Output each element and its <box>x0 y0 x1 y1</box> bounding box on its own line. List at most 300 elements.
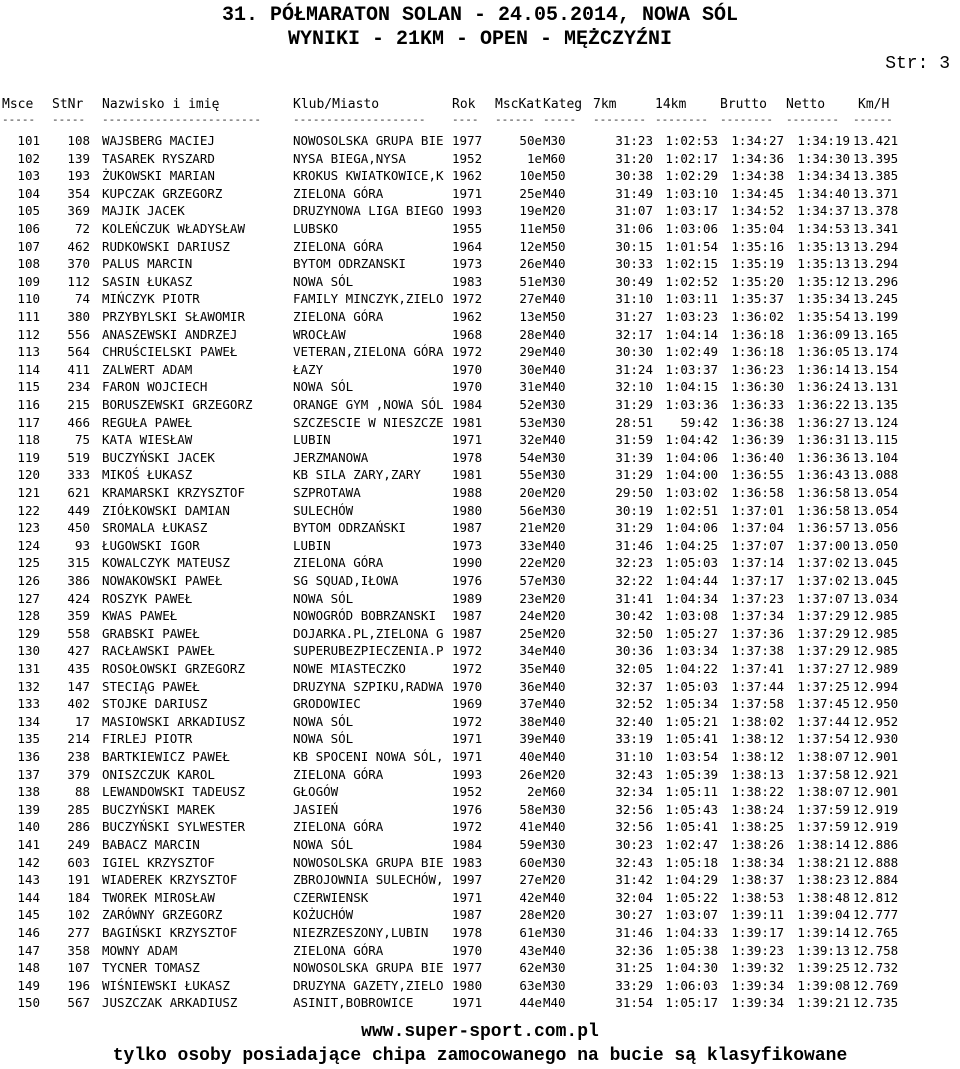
cell-category-place: 44e <box>519 995 542 1011</box>
cell-net-time: 1:37:25 <box>797 678 850 694</box>
table-row <box>0 290 960 307</box>
cell-category: M40 <box>543 995 566 1011</box>
cell-category-place: 22e <box>519 555 542 571</box>
cell-category: M40 <box>543 361 566 377</box>
cell-split-7km: 31:39 <box>615 449 653 465</box>
column-header-split-14km: 14km <box>655 97 687 112</box>
cell-net-time: 1:37:07 <box>797 590 850 606</box>
cell-gross-time: 1:39:32 <box>731 960 784 976</box>
cell-name: ŁUGOWSKI IGOR <box>102 537 200 553</box>
cell-gross-time: 1:37:44 <box>731 678 784 694</box>
cell-start-number: 191 <box>67 872 90 888</box>
table-row <box>0 748 960 765</box>
cell-category-place: 51e <box>519 273 542 289</box>
cell-split-14km: 59:42 <box>680 414 718 430</box>
cell-net-time: 1:34:53 <box>797 221 850 236</box>
cell-speed: 13.341 <box>853 221 899 236</box>
cell-name: KATA WIESŁAW <box>102 432 193 448</box>
cell-split-7km: 31:27 <box>615 309 653 324</box>
cell-net-time: 1:34:37 <box>797 203 850 219</box>
cell-net-time: 1:36:58 <box>797 502 850 518</box>
cell-year: 1983 <box>452 273 483 289</box>
cell-year: 1972 <box>452 344 483 360</box>
cell-split-7km: 32:34 <box>615 784 653 800</box>
table-row <box>0 836 960 853</box>
cell-speed: 13.199 <box>853 309 899 324</box>
cell-category: M40 <box>543 678 566 694</box>
cell-split-14km: 1:03:10 <box>665 185 718 201</box>
cell-year: 1972 <box>452 713 483 729</box>
cell-start-number: 72 <box>74 221 90 236</box>
column-separator: ----- <box>52 114 86 126</box>
table-row <box>0 994 960 1011</box>
table-row <box>0 361 960 378</box>
cell-gross-time: 1:35:20 <box>731 273 784 289</box>
cell-club: NIEZRZESZONY,LUBIN <box>293 925 429 940</box>
cell-start-number: 107 <box>67 960 90 976</box>
cell-start-number: 196 <box>67 977 90 993</box>
cell-start-number: 411 <box>67 361 90 377</box>
cell-speed: 12.921 <box>853 766 899 782</box>
cell-speed: 12.884 <box>853 872 899 888</box>
cell-year: 1969 <box>452 696 483 712</box>
cell-club: NYSA BIEGA,NYSA <box>293 150 406 166</box>
cell-place: 102 <box>17 150 40 166</box>
cell-split-14km: 1:05:03 <box>665 555 718 571</box>
table-row <box>0 625 960 642</box>
cell-name: BORUSZEWSKI GRZEGORZ <box>102 397 253 412</box>
cell-club: KROKUS KWIATKOWICE,K <box>293 168 444 184</box>
cell-split-14km: 1:04:30 <box>665 960 718 976</box>
cell-year: 1971 <box>452 749 483 764</box>
cell-speed: 12.985 <box>853 625 899 641</box>
cell-club: BYTOM ODRZAŃSKI <box>293 520 406 536</box>
cell-category-place: 23e <box>519 590 542 606</box>
cell-gross-time: 1:36:02 <box>731 309 784 324</box>
cell-split-7km: 32:10 <box>615 379 653 395</box>
cell-place: 129 <box>17 625 40 641</box>
cell-name: TWOREK MIROSŁAW <box>102 889 215 905</box>
cell-place: 116 <box>17 397 40 412</box>
cell-place: 118 <box>17 432 40 448</box>
cell-name: MASIOWSKI ARKADIUSZ <box>102 713 245 729</box>
column-header-speed: Km/H <box>858 97 890 112</box>
cell-name: WAJSBERG MACIEJ <box>102 133 215 148</box>
cell-split-14km: 1:05:17 <box>665 995 718 1011</box>
cell-net-time: 1:36:58 <box>797 485 850 500</box>
cell-speed: 13.088 <box>853 467 899 483</box>
table-row <box>0 185 960 202</box>
cell-start-number: 112 <box>67 273 90 289</box>
cell-net-time: 1:39:25 <box>797 960 850 976</box>
cell-speed: 12.994 <box>853 678 899 694</box>
cell-place: 147 <box>17 942 40 958</box>
cell-name: BARTKIEWICZ PAWEŁ <box>102 749 230 764</box>
cell-split-14km: 1:04:44 <box>665 573 718 588</box>
cell-start-number: 315 <box>67 555 90 571</box>
table-row <box>0 220 960 237</box>
cell-gross-time: 1:36:38 <box>731 414 784 430</box>
cell-gross-time: 1:38:53 <box>731 889 784 905</box>
cell-gross-time: 1:35:04 <box>731 221 784 236</box>
cell-speed: 13.045 <box>853 555 899 571</box>
cell-speed: 13.245 <box>853 291 899 307</box>
cell-split-14km: 1:03:34 <box>665 643 718 659</box>
cell-category: M40 <box>543 326 566 342</box>
cell-split-14km: 1:02:52 <box>665 273 718 289</box>
cell-place: 131 <box>17 661 40 676</box>
cell-gross-time: 1:37:36 <box>731 625 784 641</box>
cell-gross-time: 1:38:13 <box>731 766 784 782</box>
cell-gross-time: 1:39:34 <box>731 977 784 993</box>
cell-split-7km: 32:04 <box>615 889 653 905</box>
cell-start-number: 462 <box>67 238 90 254</box>
cell-split-14km: 1:03:23 <box>665 309 718 324</box>
cell-place: 135 <box>17 731 40 747</box>
cell-category-place: 10e <box>519 168 542 184</box>
cell-category: M40 <box>543 344 566 360</box>
cell-year: 1977 <box>452 133 483 148</box>
cell-net-time: 1:38:14 <box>797 837 850 852</box>
cell-category-place: 40e <box>519 749 542 764</box>
cell-place: 105 <box>17 203 40 219</box>
cell-split-7km: 31:59 <box>615 432 653 448</box>
cell-year: 1988 <box>452 485 483 500</box>
cell-gross-time: 1:37:34 <box>731 608 784 624</box>
cell-name: PALUS MARCIN <box>102 256 193 272</box>
cell-club: KB SILA ZARY,ZARY <box>293 467 421 483</box>
cell-speed: 12.919 <box>853 801 899 817</box>
cell-club: DRUZYNA SZPIKU,RADWA <box>293 678 444 694</box>
cell-split-7km: 31:10 <box>615 291 653 307</box>
cell-name: CHRUŚCIELSKI PAWEŁ <box>102 344 238 360</box>
cell-place: 138 <box>17 784 40 800</box>
cell-club: ZIELONA GÓRA <box>293 555 384 571</box>
cell-place: 148 <box>17 960 40 976</box>
cell-category-place: 35e <box>519 661 542 676</box>
cell-speed: 13.294 <box>853 256 899 272</box>
cell-category: M20 <box>543 520 566 536</box>
cell-split-14km: 1:05:43 <box>665 801 718 817</box>
cell-name: RACŁAWSKI PAWEŁ <box>102 643 215 659</box>
cell-split-7km: 31:24 <box>615 361 653 377</box>
cell-category-place: 27e <box>519 291 542 307</box>
cell-category: M30 <box>543 960 566 976</box>
table-header-separator <box>0 114 960 131</box>
cell-category: M50 <box>543 221 566 236</box>
cell-gross-time: 1:39:17 <box>731 925 784 940</box>
cell-name: BUCZYŃSKI SYLWESTER <box>102 819 245 835</box>
cell-year: 1955 <box>452 221 483 236</box>
cell-start-number: 564 <box>67 344 90 360</box>
cell-year: 1952 <box>452 784 483 800</box>
cell-split-7km: 31:46 <box>615 537 653 553</box>
cell-year: 1984 <box>452 837 483 852</box>
cell-year: 1973 <box>452 537 483 553</box>
cell-split-14km: 1:03:17 <box>665 203 718 219</box>
cell-category-place: 12e <box>519 238 542 254</box>
cell-place: 145 <box>17 907 40 923</box>
cell-net-time: 1:36:24 <box>797 379 850 395</box>
cell-speed: 13.174 <box>853 344 899 360</box>
cell-name: WIŚNIEWSKI ŁUKASZ <box>102 977 230 993</box>
cell-name: GRABSKI PAWEŁ <box>102 625 200 641</box>
cell-start-number: 358 <box>67 942 90 958</box>
cell-name: MAJIK JACEK <box>102 203 185 219</box>
cell-category: M30 <box>543 397 566 412</box>
column-header-name: Nazwisko i imię <box>102 97 220 112</box>
cell-net-time: 1:36:27 <box>797 414 850 430</box>
cell-split-14km: 1:04:06 <box>665 449 718 465</box>
cell-category: M60 <box>543 784 566 800</box>
cell-speed: 13.104 <box>853 449 899 465</box>
cell-name: KUPCZAK GRZEGORZ <box>102 185 223 201</box>
cell-net-time: 1:37:02 <box>797 555 850 571</box>
table-row <box>0 942 960 959</box>
table-row <box>0 132 960 149</box>
cell-year: 1978 <box>452 925 483 940</box>
cell-start-number: 424 <box>67 590 90 606</box>
cell-name: ZARÓWNY GRZEGORZ <box>102 907 223 923</box>
table-row <box>0 431 960 448</box>
cell-category-place: 62e <box>519 960 542 976</box>
cell-speed: 12.930 <box>853 731 899 747</box>
cell-speed: 13.371 <box>853 185 899 201</box>
cell-net-time: 1:38:07 <box>797 749 850 764</box>
cell-net-time: 1:35:12 <box>797 273 850 289</box>
cell-start-number: 519 <box>67 449 90 465</box>
column-header-net-time: Netto <box>786 97 826 112</box>
cell-net-time: 1:38:21 <box>797 854 850 870</box>
cell-gross-time: 1:38:25 <box>731 819 784 835</box>
cell-start-number: 369 <box>67 203 90 219</box>
cell-category: M40 <box>543 379 566 395</box>
cell-speed: 13.045 <box>853 573 899 588</box>
cell-split-14km: 1:05:38 <box>665 942 718 958</box>
cell-place: 136 <box>17 749 40 764</box>
cell-club: KB SPOCENI NOWA SÓL, <box>293 749 444 764</box>
cell-category: M20 <box>543 203 566 219</box>
cell-club: LUBIN <box>293 537 331 553</box>
cell-gross-time: 1:38:22 <box>731 784 784 800</box>
cell-net-time: 1:34:40 <box>797 185 850 201</box>
cell-gross-time: 1:36:40 <box>731 449 784 465</box>
cell-speed: 12.758 <box>853 942 899 958</box>
cell-category: M40 <box>543 291 566 307</box>
cell-speed: 12.919 <box>853 819 899 835</box>
cell-year: 1980 <box>452 977 483 993</box>
cell-net-time: 1:38:48 <box>797 889 850 905</box>
cell-club: VETERAN,ZIELONA GÓRA <box>293 344 444 360</box>
cell-speed: 13.034 <box>853 590 899 606</box>
cell-gross-time: 1:34:45 <box>731 185 784 201</box>
cell-split-14km: 1:03:02 <box>665 485 718 500</box>
cell-category-place: 2e <box>526 784 542 800</box>
table-row <box>0 924 960 941</box>
cell-start-number: 102 <box>67 907 90 923</box>
cell-year: 1972 <box>452 291 483 307</box>
cell-place: 103 <box>17 168 40 184</box>
cell-club: ZBROJOWNIA SULECHÓW, <box>293 872 444 888</box>
cell-net-time: 1:35:34 <box>797 291 850 307</box>
cell-place: 133 <box>17 696 40 712</box>
column-separator: -------- <box>655 114 708 126</box>
cell-split-14km: 1:03:36 <box>665 397 718 412</box>
table-row <box>0 449 960 466</box>
cell-place: 122 <box>17 502 40 518</box>
cell-split-14km: 1:04:25 <box>665 537 718 553</box>
cell-name: STOJKE DARIUSZ <box>102 696 208 712</box>
cell-net-time: 1:34:34 <box>797 168 850 184</box>
cell-speed: 13.165 <box>853 326 899 342</box>
cell-gross-time: 1:36:58 <box>731 485 784 500</box>
cell-gross-time: 1:39:34 <box>731 995 784 1011</box>
cell-speed: 12.812 <box>853 889 899 905</box>
table-row <box>0 326 960 343</box>
cell-net-time: 1:37:29 <box>797 643 850 659</box>
cell-speed: 12.989 <box>853 661 899 676</box>
cell-year: 1964 <box>452 238 483 254</box>
cell-start-number: 427 <box>67 643 90 659</box>
table-row <box>0 642 960 659</box>
cell-net-time: 1:37:29 <box>797 625 850 641</box>
cell-year: 1987 <box>452 907 483 923</box>
cell-split-14km: 1:03:37 <box>665 361 718 377</box>
cell-category: M20 <box>543 555 566 571</box>
cell-club: JERZMANOWA <box>293 449 369 465</box>
cell-name: REGUŁA PAWEŁ <box>102 414 193 430</box>
column-header-year: Rok <box>452 97 476 112</box>
cell-start-number: 380 <box>67 309 90 324</box>
cell-split-7km: 31:23 <box>615 133 653 148</box>
column-separator: ------ <box>853 114 893 126</box>
cell-place: 106 <box>17 221 40 236</box>
cell-net-time: 1:35:13 <box>797 256 850 272</box>
cell-place: 134 <box>17 713 40 729</box>
table-row <box>0 502 960 519</box>
cell-year: 1962 <box>452 168 483 184</box>
cell-category-place: 50e <box>519 133 542 148</box>
table-row <box>0 238 960 255</box>
cell-year: 1993 <box>452 203 483 219</box>
cell-start-number: 449 <box>67 502 90 518</box>
column-header-split-7km: 7km <box>593 97 617 112</box>
cell-place: 107 <box>17 238 40 254</box>
cell-start-number: 386 <box>67 573 90 588</box>
cell-net-time: 1:37:29 <box>797 608 850 624</box>
cell-club: WROCŁAW <box>293 326 346 342</box>
cell-category-place: 57e <box>519 573 542 588</box>
cell-category: M30 <box>543 502 566 518</box>
cell-start-number: 193 <box>67 168 90 184</box>
cell-year: 1980 <box>452 502 483 518</box>
table-row <box>0 484 960 501</box>
cell-speed: 12.985 <box>853 608 899 624</box>
cell-place: 140 <box>17 819 40 835</box>
cell-club: GRODOWIEC <box>293 696 361 712</box>
cell-net-time: 1:36:05 <box>797 344 850 360</box>
cell-speed: 13.124 <box>853 414 899 430</box>
cell-category: M60 <box>543 150 566 166</box>
cell-category-place: 13e <box>519 309 542 324</box>
cell-split-14km: 1:04:06 <box>665 520 718 536</box>
cell-club: SG SQUAD,IŁOWA <box>293 573 399 588</box>
cell-place: 110 <box>17 291 40 307</box>
cell-club: ŁAZY <box>293 361 324 377</box>
cell-name: ONISZCZUK KAROL <box>102 766 215 782</box>
cell-category-place: 21e <box>519 520 542 536</box>
cell-category-place: 28e <box>519 326 542 342</box>
cell-gross-time: 1:39:23 <box>731 942 784 958</box>
cell-name: PRZYBYLSKI SŁAWOMIR <box>102 309 245 324</box>
cell-start-number: 359 <box>67 608 90 624</box>
cell-club: DOJARKA.PL,ZIELONA G <box>293 625 444 641</box>
cell-split-7km: 31:54 <box>615 995 653 1011</box>
cell-start-number: 402 <box>67 696 90 712</box>
cell-place: 126 <box>17 573 40 588</box>
cell-split-7km: 30:38 <box>615 168 653 184</box>
cell-club: LUBSKO <box>293 221 339 236</box>
cell-net-time: 1:37:02 <box>797 573 850 588</box>
cell-name: ROSZYK PAWEŁ <box>102 590 193 606</box>
cell-start-number: 249 <box>67 837 90 852</box>
cell-category-place: 25e <box>519 185 542 201</box>
cell-gross-time: 1:36:30 <box>731 379 784 395</box>
cell-split-14km: 1:03:11 <box>665 291 718 307</box>
cell-speed: 13.296 <box>853 273 899 289</box>
cell-start-number: 75 <box>74 432 90 448</box>
cell-category-place: 20e <box>519 485 542 500</box>
results-subtitle: WYNIKI - 21KM - OPEN - MĘŻCZYŹNI <box>287 28 673 51</box>
cell-name: FARON WOJCIECH <box>102 379 208 395</box>
cell-speed: 13.294 <box>853 238 899 254</box>
cell-split-14km: 1:03:08 <box>665 608 718 624</box>
cell-year: 1978 <box>452 449 483 465</box>
cell-start-number: 354 <box>67 185 90 201</box>
cell-category: M40 <box>543 889 566 905</box>
cell-name: ZIÓŁKOWSKI DAMIAN <box>102 502 230 518</box>
cell-gross-time: 1:35:16 <box>731 238 784 254</box>
cell-gross-time: 1:37:23 <box>731 590 784 606</box>
cell-place: 104 <box>17 185 40 201</box>
cell-year: 1971 <box>452 889 483 905</box>
website-link[interactable]: www.super-sport.com.pl <box>361 1022 599 1042</box>
cell-split-14km: 1:04:29 <box>665 872 718 888</box>
cell-net-time: 1:34:19 <box>797 133 850 148</box>
cell-category-place: 42e <box>519 889 542 905</box>
cell-category-place: 11e <box>519 221 542 236</box>
cell-start-number: 466 <box>67 414 90 430</box>
cell-category-place: 27e <box>519 872 542 888</box>
cell-split-7km: 31:41 <box>615 590 653 606</box>
cell-split-7km: 32:17 <box>615 326 653 342</box>
cell-split-7km: 31:20 <box>615 150 653 166</box>
cell-place: 120 <box>17 467 40 483</box>
column-header-category: Kateg <box>543 97 583 112</box>
cell-category: M20 <box>543 485 566 500</box>
cell-category-place: 29e <box>519 344 542 360</box>
cell-split-14km: 1:04:00 <box>665 467 718 483</box>
cell-place: 117 <box>17 414 40 430</box>
cell-name: ANASZEWSKI ANDRZEJ <box>102 326 238 342</box>
cell-speed: 12.769 <box>853 977 899 993</box>
cell-year: 1997 <box>452 872 483 888</box>
cell-category: M40 <box>543 942 566 958</box>
cell-split-14km: 1:05:21 <box>665 713 718 729</box>
cell-category: M20 <box>543 590 566 606</box>
cell-category: M40 <box>543 256 566 272</box>
cell-speed: 12.950 <box>853 696 899 712</box>
